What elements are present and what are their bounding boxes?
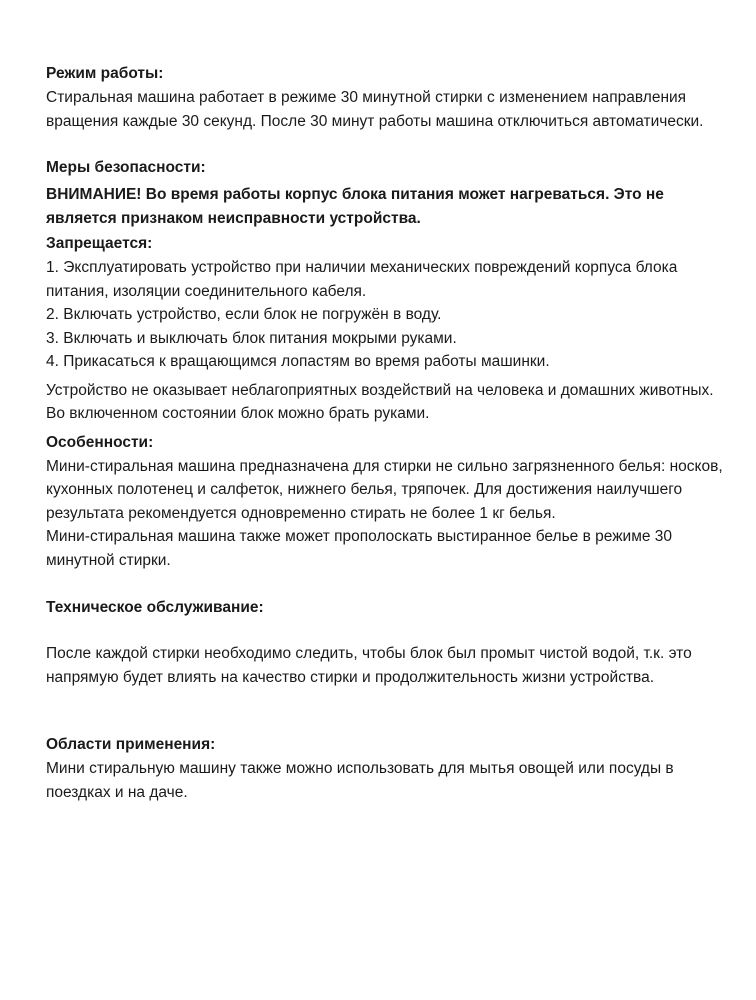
list-item: 4. Прикасаться к вращающимся лопастям во время работы машинки. bbox=[46, 353, 550, 370]
mode-section bbox=[46, 62, 726, 133]
applications-section bbox=[46, 733, 726, 804]
features-text-2: Мини-стиральная машина также может прополоскать выстиранное белье в режиме 30 минутной стирки. bbox=[46, 528, 673, 569]
list-item: 2. Включать устройство, если блок не погружён в воду. bbox=[46, 306, 442, 323]
document-page bbox=[46, 62, 726, 804]
safety-heading: Меры безопасности: bbox=[46, 159, 206, 176]
mode-text: Стиральная машина работает в режиме 30 минутной стирки с изменением направления вращения каждые 30 секунд. После 30 минут работы машина отключиться автоматически. bbox=[46, 89, 704, 130]
prohibited-heading: Запрещается: bbox=[46, 235, 153, 252]
safety-warning: ВНИМАНИЕ! Во время работы корпус блока питания может нагреваться. Это не является признаком неисправности устройства. bbox=[46, 186, 664, 227]
list-item: 1. Эксплуатировать устройство при наличии механических повреждений корпуса блока питания, изоляции соединительного кабеля. bbox=[46, 259, 678, 300]
applications-heading: Области применения: bbox=[46, 736, 216, 753]
features-section bbox=[46, 431, 726, 573]
maintenance-section bbox=[46, 596, 726, 689]
maintenance-text: После каждой стирки необходимо следить, чтобы блок был промыт чистой водой, т.к. это напрямую будет влиять на качество стирки и продолжительность жизни устройства. bbox=[46, 645, 692, 686]
features-heading: Особенности: bbox=[46, 433, 154, 451]
features-text: Мини-стиральная машина предназначена для стирки не сильно загрязненного белья: носков, кухонных полотенец и салфеток, нижнего белья, тряпочек. Для достижения наилучшего результата рекомендуется одновременно стирать не более 1 кг белья. bbox=[46, 457, 723, 522]
maintenance-heading: Техническое обслуживание: bbox=[46, 599, 264, 616]
prohibited-list bbox=[46, 256, 726, 374]
applications-text: Мини стиральную машину также можно использовать для мытья овощей или посуды в поездках и на даче. bbox=[46, 760, 674, 801]
list-item: 3. Включать и выключать блок питания мокрыми руками. bbox=[46, 329, 457, 347]
safety-note: Устройство не оказывает неблагоприятных воздействий на человека и домашних животных. Во включенном состоянии блок можно брать руками. bbox=[46, 381, 714, 422]
mode-heading: Режим работы: bbox=[46, 65, 164, 82]
safety-section bbox=[46, 156, 726, 426]
